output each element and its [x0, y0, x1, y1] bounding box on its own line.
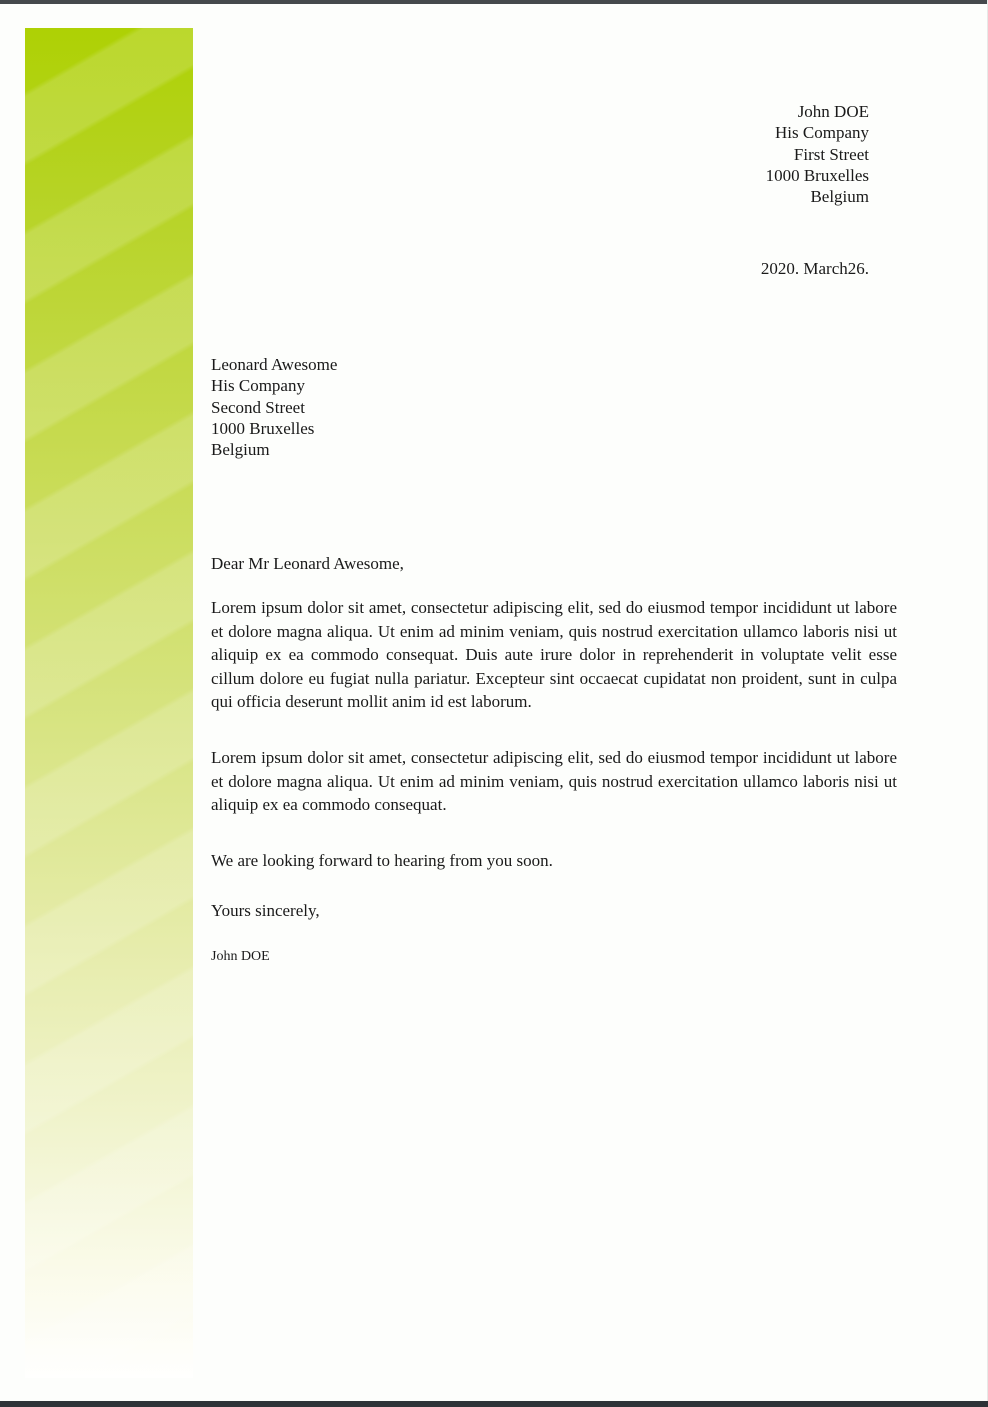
- body-paragraph-3: We are looking forward to hearing from you soon.: [211, 850, 553, 870]
- sender-name: John DOE: [797, 102, 869, 121]
- recipient-street: Second Street: [211, 397, 305, 417]
- recipient-company: His Company: [211, 376, 305, 396]
- sender-street: First Street: [793, 144, 869, 164]
- sender-company: His Company: [775, 123, 869, 143]
- recipient-city: 1000 Bruxelles: [211, 418, 315, 438]
- salutation: Dear Mr Leonard Awesome,: [211, 554, 404, 573]
- sender-country: Belgium: [810, 187, 869, 207]
- signature-name: John DOE: [211, 949, 270, 964]
- letter-body: [211, 596, 897, 904]
- closing-line: Yours sincerely,: [211, 901, 320, 920]
- letter-date: 2020. March26.: [760, 259, 869, 278]
- body-paragraph-1: Lorem ipsum dolor sit amet, consectetur adipiscing elit, sed do eiusmod tempor incididunt ut labore et dolore magna aliqua. Ut enim ad minim veniam, quis nostrud exercitation ullamco laboris nisi ut aliquip ex ea commodo consequat. Duis aute irure dolor in reprehenderit in voluptate velit esse cillum dolore eu fugiat nulla pariatur. Excepteur sint occaecat cupidatat non proident, sunt in culpa qui officia deserunt mollit anim id est laborum.: [211, 598, 897, 712]
- page-bottom-border: [0, 1401, 988, 1407]
- recipient-address-block: [211, 354, 337, 460]
- letterhead-accent-bar: [25, 28, 193, 1378]
- body-paragraph-2: Lorem ipsum dolor sit amet, consectetur adipiscing elit, sed do eiusmod tempor incididunt ut labore et dolore magna aliqua. Ut enim ad minim veniam, quis nostrud exercitation ullamco laboris nisi ut aliquip ex ea commodo consequat.: [211, 747, 897, 815]
- recipient-name: Leonard Awesome: [211, 355, 338, 374]
- recipient-country: Belgium: [211, 440, 270, 460]
- sender-city: 1000 Bruxelles: [765, 165, 869, 185]
- page-top-border: [0, 0, 988, 4]
- sender-address-block: [766, 101, 869, 207]
